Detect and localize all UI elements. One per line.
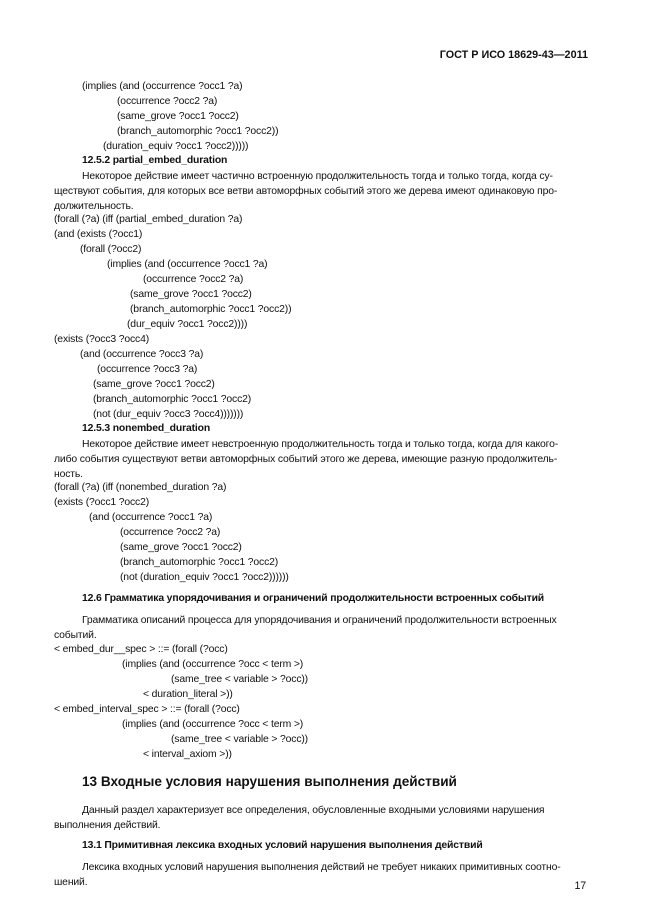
section-title-1253: 12.5.3 nonembed_duration bbox=[82, 423, 211, 434]
code-line: (and (exists (?occ1) bbox=[54, 229, 143, 240]
code-line: (implies (and (occurrence ?occ < term >) bbox=[122, 659, 304, 670]
code-line: < duration_literal >)) bbox=[143, 689, 233, 700]
code-line: < interval_axiom >)) bbox=[143, 749, 232, 760]
code-line: < embed_interval_spec > ::= (forall (?occ) bbox=[54, 704, 240, 715]
code-line: (not (dur_equiv ?occ3 ?occ4))))))) bbox=[93, 409, 244, 420]
paragraph-line: шений. bbox=[54, 877, 88, 888]
paragraph-line: ность. bbox=[54, 469, 83, 480]
code-line: (same_grove ?occ1 ?occ2) bbox=[120, 542, 242, 553]
paragraph-line: должительность. bbox=[54, 201, 134, 212]
code-line: (not (duration_equiv ?occ1 ?occ2)))))) bbox=[120, 572, 289, 583]
section-title-13: 13 Входные условия нарушения выполнения действий bbox=[82, 774, 457, 789]
code-line: (forall (?a) (iff (nonembed_duration ?a) bbox=[54, 482, 227, 493]
code-line: (occurrence ?occ2 ?a) bbox=[117, 96, 218, 107]
code-line: (branch_automorphic ?occ1 ?occ2)) bbox=[130, 304, 292, 315]
code-line: (branch_automorphic ?occ1 ?occ2) bbox=[93, 394, 252, 405]
paragraph-line: либо события существуют ветви автоморфных событий этого же дерева, имеющие разную продолжитель- bbox=[54, 454, 558, 465]
paragraph-line: Данный раздел характеризует все определения, обусловленные входными условиями нарушения bbox=[82, 805, 545, 816]
code-line: (duration_equiv ?occ1 ?occ2))))) bbox=[103, 141, 249, 152]
code-line: (exists (?occ3 ?occ4) bbox=[54, 334, 150, 345]
document-id: ГОСТ Р ИСО 18629-43—2011 bbox=[439, 49, 588, 61]
section-title-1252: 12.5.2 partial_embed_duration bbox=[82, 155, 228, 166]
code-line: (occurrence ?occ2 ?a) bbox=[120, 527, 221, 538]
code-line: (same_grove ?occ1 ?occ2) bbox=[130, 289, 252, 300]
code-line: (occurrence ?occ2 ?a) bbox=[143, 274, 244, 285]
paragraph-line: Некоторое действие имеет частично встроенную продолжительность тогда и только тогда, когда су- bbox=[82, 171, 553, 182]
code-line: (implies (and (occurrence ?occ1 ?a) bbox=[107, 259, 268, 270]
section-title-131: 13.1 Примитивная лексика входных условий нарушения выполнения действий bbox=[82, 840, 483, 851]
section-title-126: 12.6 Грамматика упорядочивания и ограничений продолжительности встроенных событий bbox=[82, 593, 545, 604]
page-number: 17 bbox=[574, 880, 586, 892]
paragraph-line: Грамматика описаний процесса для упорядочивания и ограничений продолжительности встроенных bbox=[82, 615, 557, 626]
code-line: (dur_equiv ?occ1 ?occ2)))) bbox=[127, 319, 248, 330]
code-line: (forall (?occ2) bbox=[80, 244, 142, 255]
paragraph-line: Некоторое действие имеет невстроенную продолжительность тогда и только тогда, когда для какого- bbox=[82, 439, 559, 450]
code-line: < embed_dur__spec > ::= (forall (?occ) bbox=[54, 644, 228, 655]
code-line: (and (occurrence ?occ1 ?a) bbox=[89, 512, 213, 523]
code-line: (exists (?occ1 ?occ2) bbox=[54, 497, 150, 508]
code-line: (implies (and (occurrence ?occ < term >) bbox=[122, 719, 304, 730]
code-line: (forall (?a) (iff (partial_embed_duration ?a) bbox=[54, 214, 243, 225]
code-line: (and (occurrence ?occ3 ?a) bbox=[80, 349, 204, 360]
code-line: (branch_automorphic ?occ1 ?occ2) bbox=[120, 557, 279, 568]
code-line: (occurrence ?occ3 ?a) bbox=[97, 364, 198, 375]
code-line: (implies (and (occurrence ?occ1 ?a) bbox=[82, 81, 243, 92]
paragraph-line: Лексика входных условий нарушения выполнения действий не требует никаких примитивных соотно- bbox=[82, 862, 561, 873]
code-line: (branch_automorphic ?occ1 ?occ2)) bbox=[117, 126, 279, 137]
paragraph-line: выполнения действий. bbox=[54, 820, 161, 831]
paragraph-line: событий. bbox=[54, 630, 97, 641]
code-line: (same_tree < variable > ?occ)) bbox=[171, 674, 308, 685]
code-line: (same_grove ?occ1 ?occ2) bbox=[117, 111, 239, 122]
code-line: (same_grove ?occ1 ?occ2) bbox=[93, 379, 215, 390]
paragraph-line: ществуют события, для которых все ветви автоморфных событий этого же дерева имеют одинаковую про- bbox=[54, 186, 558, 197]
code-line: (same_tree < variable > ?occ)) bbox=[171, 734, 308, 745]
